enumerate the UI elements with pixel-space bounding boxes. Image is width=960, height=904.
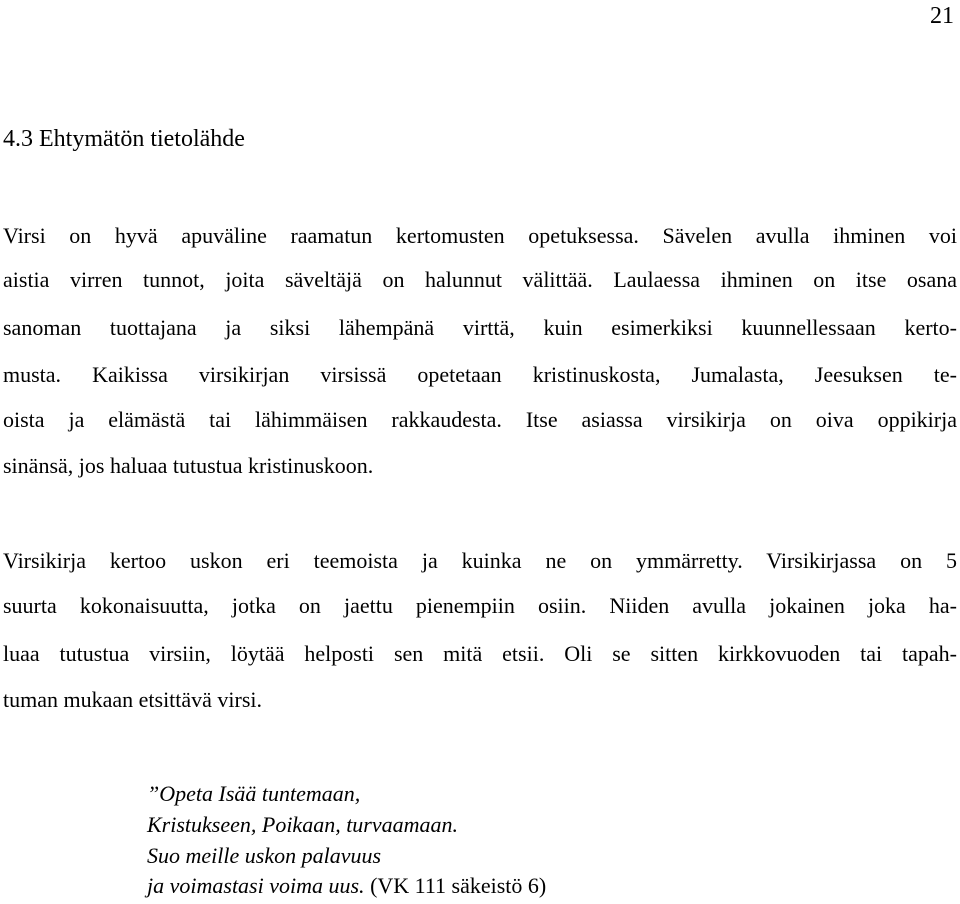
page-number: 21 — [930, 3, 954, 29]
quote-line: Suo meille uskon palavuus — [147, 843, 382, 868]
paragraph-line: tuman mukaan etsittävä virsi. — [3, 687, 263, 712]
paragraph-line: luaa tutustua virsiin, löytää helposti sen mitä etsii. Oli se sitten kirkkovuoden tai tapah- — [3, 641, 957, 666]
section-heading: 4.3 Ehtymätön tietolähde — [3, 126, 245, 152]
paragraph-line: Virsikirja kertoo uskon eri teemoista ja kuinka ne on ymmärretty. Virsikirjassa on 5 — [3, 548, 957, 573]
quote-line-text: ja voimastasi voima uus. — [147, 873, 365, 898]
paragraph-line: sanoman tuottajana ja siksi lähempänä virttä, kuin esimerkiksi kuunnellessaan kerto- — [3, 315, 957, 340]
paragraph-line: musta. Kaikissa virsikirjan virsissä opetetaan kristinuskosta, Jumalasta, Jeesuksen te- — [3, 362, 957, 387]
quote-line: Kristukseen, Poikaan, turvaamaan. — [147, 812, 459, 837]
quote-reference: (VK 111 säkeistö 6) — [364, 873, 547, 898]
paragraph-line: suurta kokonaisuutta, jotka on jaettu pienempiin osiin. Niiden avulla jokainen joka ha- — [3, 593, 957, 618]
quote-line-last — [147, 872, 546, 900]
paragraph-line: Virsi on hyvä apuväline raamatun kertomusten opetuksessa. Sävelen avulla ihminen voi — [3, 223, 957, 248]
paragraph-line: sinänsä, jos haluaa tutustua kristinuskoon. — [3, 453, 374, 478]
paragraph-line: aistia virren tunnot, joita säveltäjä on halunnut välittää. Laulaessa ihminen on itse osana — [3, 267, 957, 292]
paragraph-line: oista ja elämästä tai lähimmäisen rakkaudesta. Itse asiassa virsikirja on oiva oppikirja — [3, 407, 957, 432]
quote-line: ”Opeta Isää tuntemaan, — [147, 781, 361, 806]
